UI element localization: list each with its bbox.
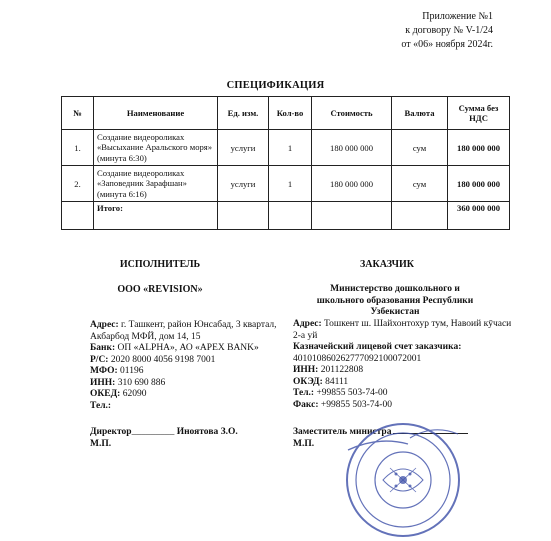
col-header-cost: Стоимость: [312, 97, 392, 130]
row-cost: 180 000 000: [312, 166, 392, 202]
row-qty: 1: [269, 166, 312, 202]
table-header-row: [62, 97, 510, 130]
total-value: 360 000 000: [448, 202, 510, 230]
executor-address: Адрес: г. Ташкент, район Юнсабад, 3 квартал, Акбарбод МФЙ, дом 14, 15: [90, 320, 277, 342]
director-label: Директор: [90, 427, 132, 437]
official-stamp-icon: [338, 418, 468, 538]
col-header-name: Наименование: [94, 97, 218, 130]
executor-signature: [90, 427, 290, 450]
executor-account: Р/С: 2020 8000 4056 9198 7001: [90, 354, 216, 365]
deputy-label: Заместитель министра: [293, 427, 392, 437]
total-row: [62, 202, 510, 230]
director-name: Иноятова З.О.: [176, 427, 238, 437]
customer-details: [293, 319, 513, 411]
customer-name: Министерство дошкольного и школьного образования Республики Узбекистан: [316, 284, 474, 317]
total-label: Итого:: [94, 202, 218, 230]
contract-number: к договору № V-1/24: [405, 25, 493, 36]
row-name: Создание видеороликах «Высыхание Аральского моря» (минута 6:30): [94, 130, 218, 166]
executor-details: [90, 320, 290, 412]
row-cost: 180 000 000: [312, 130, 392, 166]
appendix-line: Приложение №1: [422, 11, 493, 22]
row-sum: 180 000 000: [448, 166, 510, 202]
customer-stamp-place: М.П.: [293, 438, 315, 449]
row-unit: услуги: [218, 130, 269, 166]
col-header-sum: Сумма без НДС: [448, 97, 510, 130]
customer-oked: ОКЭД: 84111: [293, 376, 349, 387]
col-header-qty: Кол-во: [269, 97, 312, 130]
row-number: 2.: [62, 166, 94, 202]
table-row: [62, 130, 510, 166]
appendix-header: [401, 10, 493, 52]
executor-bank: Банк: ОП «ALPHA», АО «APEX BANK»: [90, 343, 259, 353]
executor-tel: Тел.:: [90, 400, 112, 411]
table-row: [62, 166, 510, 202]
executor-mfo: МФО: 01196: [90, 366, 144, 376]
customer-fax: Факс: +99855 503-74-00: [293, 399, 392, 410]
customer-treasury-label: Казначейский лицевой счет заказчика:: [293, 342, 462, 352]
col-header-unit: Ед. изм.: [218, 97, 269, 130]
customer-tel: Тел.: +99855 503-74-00: [293, 388, 388, 398]
customer-address: Адрес: Тошкент ш. Шайхонтохур тум, Навоий кӯчаси 2-а уй: [293, 319, 512, 341]
executor-heading: ИСПОЛНИТЕЛЬ: [119, 259, 201, 270]
row-sum: 180 000 000: [448, 130, 510, 166]
signature-line: _________: [131, 427, 175, 437]
row-currency: сум: [392, 166, 448, 202]
document-title: СПЕЦИФИКАЦИЯ: [226, 80, 325, 91]
executor-inn: ИНН: 310 690 886: [90, 377, 166, 388]
executor-name: ООО «REVISION»: [117, 284, 203, 295]
customer-heading: ЗАКАЗЧИК: [360, 259, 414, 270]
specification-table: [61, 96, 510, 230]
row-name: Создание видеороликах «Заповедник Зарафшан» (минута 6:16): [94, 166, 218, 202]
row-currency: сум: [392, 130, 448, 166]
contract-date: от «06» ноября 2024г.: [401, 39, 493, 50]
row-qty: 1: [269, 130, 312, 166]
customer-inn: ИНН: 201122808: [293, 365, 364, 375]
row-number: 1.: [62, 130, 94, 166]
executor-oked: ОКЕД: 62090: [90, 389, 147, 399]
customer-treasury-account: 401010860262777092100072001: [293, 353, 422, 364]
col-header-number: №: [62, 97, 94, 130]
col-header-currency: Валюта: [392, 97, 448, 130]
executor-stamp-place: М.П.: [90, 438, 112, 449]
row-unit: услуги: [218, 166, 269, 202]
